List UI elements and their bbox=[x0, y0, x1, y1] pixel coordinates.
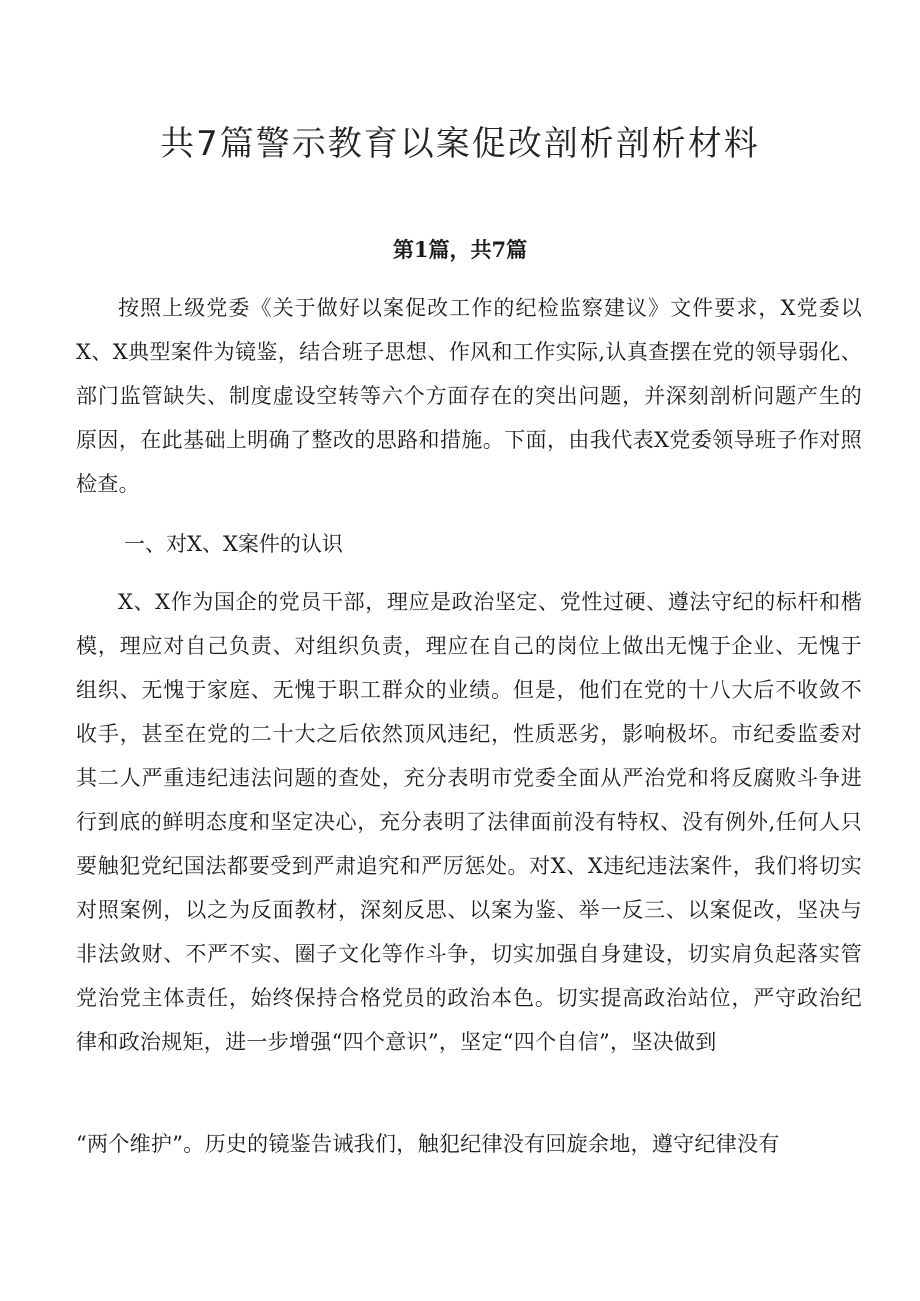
paragraph-case-understanding: X、X作为国企的党员干部，理应是政治坚定、党性过硬、遵法守纪的标杆和楷模，理应对自己负责、对组织负责，理应在自己的岗位上做出无愧于企业、无愧于组织、无愧于家庭、无愧于职工群众的业绩。但是，他们在党的十八大后不收敛不收手，甚至在党的二十大之后依然顶风违纪，性质恶劣，影响极坏。市纪委监委对其二人严重违纪违法问题的查处，充分表明市党委全面从严治党和将反腐败斗争进行到底的鲜明态度和坚定决心，充分表明了法律面前没有特权、没有例外,任何人只要触犯党纪国法都要受到严肃追究和严厉惩处。对X、X违纪违法案件，我们将切实对照案例，以之为反面教材，深刻反思、以案为鉴、举一反三、以案促改，坚决与非法敛财、不严不实、圈子文化等作斗争，切实加强自身建设，切实肩负起落实管党治党主体责任，始终保持合格党员的政治本色。切实提高政治站位，严守政治纪律和政治规矩，进一步增强“四个意识”，坚定“四个自信”，坚决做到 bbox=[76, 590, 862, 1054]
paragraph-continuation: “两个维护”。历史的镜鉴告诫我们，触犯纪律没有回旋余地，遵守纪律没有 bbox=[76, 1132, 780, 1156]
section-tag: 第1篇，共7篇 bbox=[392, 237, 528, 262]
paragraph-intro: 按照上级党委《关于做好以案促改工作的纪检监察建议》文件要求，X党委以X、X典型案件为镜鉴，结合班子思想、作风和工作实际,认真查摆在党的领导弱化、部门监管缺失、制度虚设空转等六个方面存在的突出问题，并深刻剖析问题产生的原因，在此基础上明确了整改的思路和措施。下面，由我代表X党委领导班子作对照检查。 bbox=[76, 296, 862, 496]
section-heading: 一、对X、X案件的认识 bbox=[124, 532, 343, 556]
document-title: 共7篇警示教育以案促改剖析剖析材料 bbox=[160, 124, 760, 164]
